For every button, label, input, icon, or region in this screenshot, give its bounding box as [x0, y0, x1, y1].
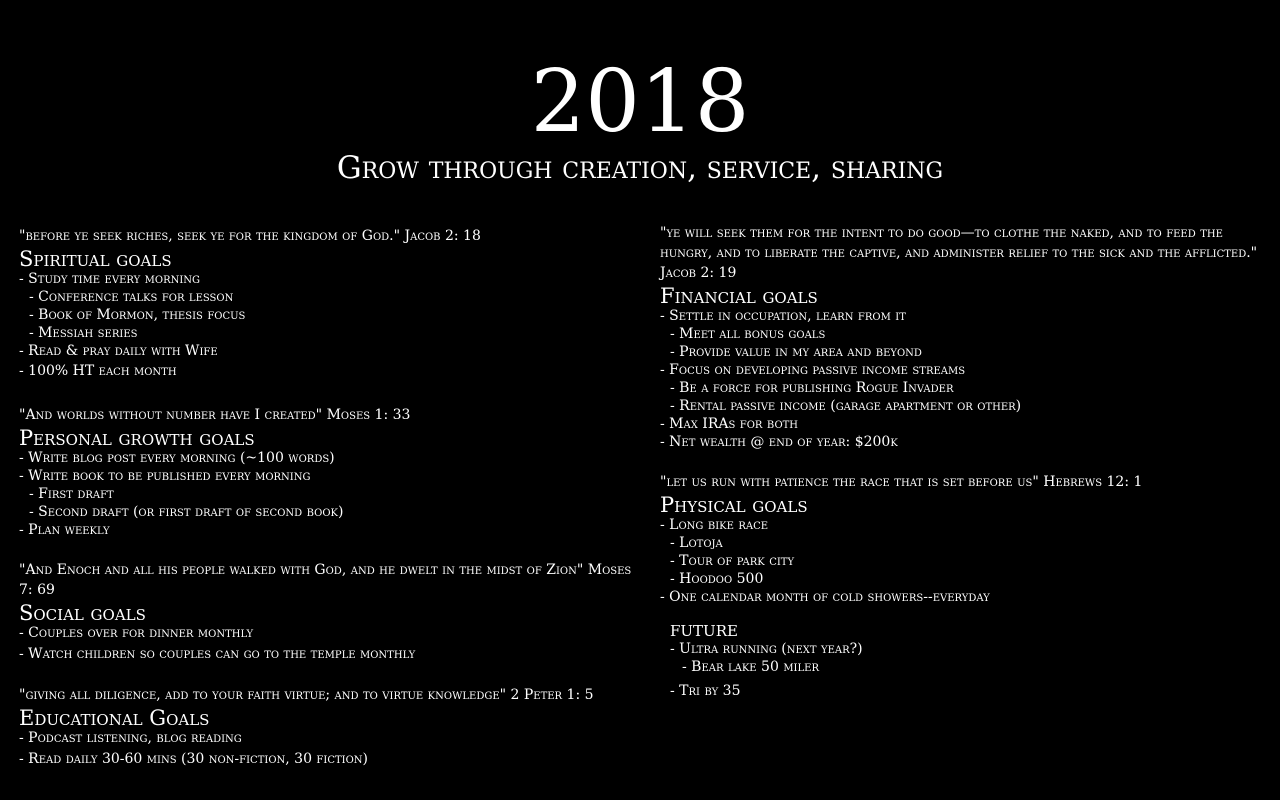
- physical-list: [660, 516, 1265, 606]
- educational-heading: Educational Goals: [19, 706, 210, 730]
- educational-quote: "giving all diligence, add to your faith virtue; and to virtue knowledge" 2 Peter 1: 5: [19, 687, 594, 703]
- list-item: - Write book to be published every morning: [19, 468, 311, 484]
- list-item: - Tour of park city: [670, 553, 795, 569]
- future-list: [660, 640, 1265, 700]
- social-list: [19, 624, 644, 663]
- list-item: - Write blog post every morning (~100 words): [19, 450, 335, 466]
- list-item: - Ultra running (next year?): [670, 641, 863, 657]
- financial-list: [660, 307, 1265, 451]
- financial-section: [660, 223, 1265, 451]
- list-item: - Long bike race: [660, 517, 769, 533]
- financial-heading: Financial goals: [660, 284, 818, 308]
- list-item: - 100% HT each month: [19, 363, 177, 379]
- social-quote: "And Enoch and all his people walked with God, and he dwelt in the midst of Zion" Moses 7: 69: [19, 562, 632, 598]
- theme-subtitle: Grow through creation, service, sharing: [336, 150, 944, 186]
- social-heading: Social goals: [19, 601, 146, 625]
- list-item: - Conference talks for lesson: [29, 289, 234, 305]
- list-item: - Read daily 30-60 mins (30 non-fiction, 30 fiction): [19, 751, 369, 767]
- personal-heading: Personal growth goals: [19, 426, 255, 450]
- educational-section: [19, 685, 644, 768]
- financial-quote: "ye will seek them for the intent to do good—to clothe the naked, and to feed the hungry, and to liberate the captive, and administer relief to the sick and the afflicted." Jacob 2: 19: [660, 225, 1258, 281]
- list-item: - Net wealth @ end of year: $200k: [660, 434, 898, 450]
- physical-section: [660, 472, 1265, 700]
- list-item: - Be a force for publishing Rogue Invader: [670, 380, 954, 396]
- social-section: [19, 560, 644, 663]
- spiritual-quote: "before ye seek riches, seek ye for the kingdom of God." Jacob 2: 18: [19, 228, 481, 244]
- list-item: - First draft: [29, 486, 114, 502]
- list-item: - Study time every morning: [19, 271, 201, 287]
- list-item: - Couples over for dinner monthly: [19, 625, 254, 641]
- list-item: - Provide value in my area and beyond: [670, 344, 922, 360]
- list-item: - Second draft (or first draft of second book): [29, 504, 344, 520]
- spiritual-heading: Spiritual goals: [19, 247, 172, 271]
- list-item: - Rental passive income (garage apartment or other): [670, 398, 1022, 414]
- list-item: - Messiah series: [29, 325, 138, 341]
- future-label: FUTURE: [670, 622, 738, 640]
- list-item: - Focus on developing passive income streams: [660, 362, 966, 378]
- list-item: - Settle in occupation, learn from it: [660, 308, 906, 324]
- list-item: - One calendar month of cold showers--everyday: [660, 589, 990, 605]
- physical-heading: Physical goals: [660, 493, 808, 517]
- spiritual-list: [19, 270, 644, 380]
- list-item: - Podcast listening, blog reading: [19, 730, 242, 746]
- personal-list: [19, 449, 644, 539]
- educational-list: [19, 729, 644, 768]
- list-item: - Read & pray daily with Wife: [19, 343, 218, 359]
- list-item: - Lotoja: [670, 535, 723, 551]
- personal-quote: "And worlds without number have I created" Moses 1: 33: [19, 407, 411, 423]
- list-item: - Plan weekly: [19, 522, 110, 538]
- personal-section: [19, 405, 644, 539]
- list-item: - Meet all bonus goals: [670, 326, 826, 342]
- list-item: - Max IRAs for both: [660, 416, 799, 432]
- list-item: - Book of Mormon, thesis focus: [29, 307, 246, 323]
- list-item: - Bear lake 50 miler: [682, 659, 819, 675]
- list-item: - Hoodoo 500: [670, 571, 764, 587]
- spiritual-section: [19, 226, 644, 380]
- list-item: - Tri by 35: [670, 683, 741, 699]
- list-item: - Watch children so couples can go to the temple monthly: [19, 646, 416, 662]
- year-title: 2018: [530, 52, 750, 152]
- physical-quote: "let us run with patience the race that is set before us" Hebrews 12: 1: [660, 474, 1143, 490]
